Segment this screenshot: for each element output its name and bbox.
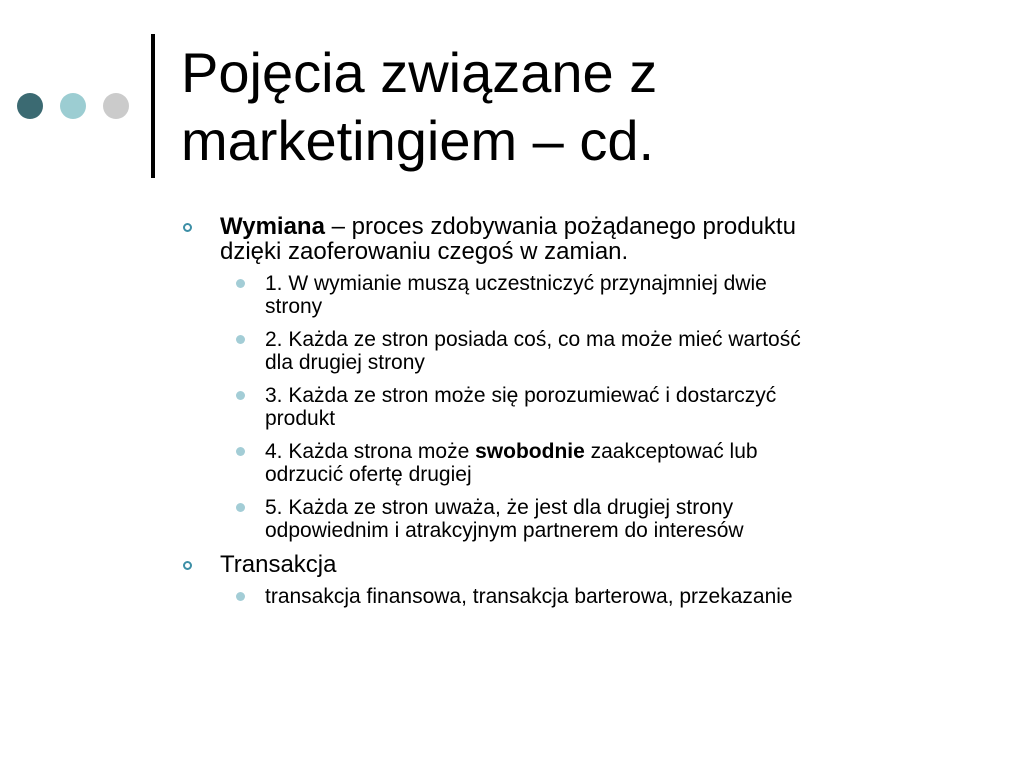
bullet-text-line-1 — [220, 214, 941, 239]
sub-bullet-list — [220, 585, 941, 608]
sub-bullet-line-1: 5. Każda ze stron uważa, że jest dla drugiej strony — [265, 496, 734, 519]
definition-text: – proces zdobywania pożądanego produktu — [324, 213, 796, 240]
sub-bullet-line-2: odpowiednim i atrakcyjnym partnerem do interesów — [265, 519, 744, 542]
filled-bullet-icon — [236, 447, 245, 456]
filled-bullet-icon — [236, 279, 245, 288]
sub-bullet-line-2: dla drugiej strony — [265, 351, 425, 374]
decorative-dot-dark — [17, 93, 43, 119]
bullet-text-line-1: Transakcja — [220, 551, 337, 578]
sub-bullet-list — [220, 272, 941, 542]
sub-bullet-text-pre: 4. Każda strona może — [265, 440, 476, 463]
hollow-bullet-icon — [183, 223, 192, 232]
decorative-dot-gray — [103, 93, 129, 119]
bullet-text-line-2: dzięki zaoferowaniu czegoś w zamian. — [220, 238, 629, 265]
slide-title-line-1: Pojęcia związane z — [181, 41, 658, 104]
hollow-bullet-icon — [183, 561, 192, 570]
filled-bullet-icon — [236, 503, 245, 512]
slide-body — [181, 214, 941, 618]
bullet-item-transakcja — [181, 552, 941, 608]
sub-bullet-line-2: produkt — [265, 407, 336, 430]
sub-bullet-line-2: odrzucić ofertę drugiej — [265, 463, 472, 486]
term-wymiana: Wymiana — [220, 213, 325, 240]
sub-bullet-text-post: zaakceptować lub — [584, 440, 758, 463]
title-divider — [151, 34, 155, 178]
sub-bullet-item — [181, 384, 941, 430]
sub-bullet-item — [181, 328, 941, 374]
sub-bullet-item — [181, 272, 941, 318]
sub-bullet-line-1 — [265, 440, 941, 463]
decorative-dot-light — [60, 93, 86, 119]
sub-bullet-item — [181, 440, 941, 486]
bullet-item-wymiana — [181, 214, 941, 542]
slide-title — [181, 39, 981, 175]
filled-bullet-icon — [236, 592, 245, 601]
sub-bullet-line-1: 3. Każda ze stron może się porozumiewać i dostarczyć — [265, 384, 777, 407]
filled-bullet-icon — [236, 391, 245, 400]
slide-title-line-2: marketingiem – cd. — [181, 109, 655, 172]
filled-bullet-icon — [236, 335, 245, 344]
sub-bullet-line-1: 1. W wymianie muszą uczestniczyć przynajmniej dwie — [265, 272, 767, 295]
sub-bullet-line-1: transakcja finansowa, transakcja barterowa, przekazanie — [265, 585, 793, 608]
sub-bullet-item — [181, 585, 941, 608]
sub-bullet-line-2: strony — [265, 295, 323, 318]
sub-bullet-line-1: 2. Każda ze stron posiada coś, co ma może mieć wartość — [265, 328, 801, 351]
emphasis-swobodnie: swobodnie — [475, 440, 585, 463]
sub-bullet-item — [181, 496, 941, 542]
